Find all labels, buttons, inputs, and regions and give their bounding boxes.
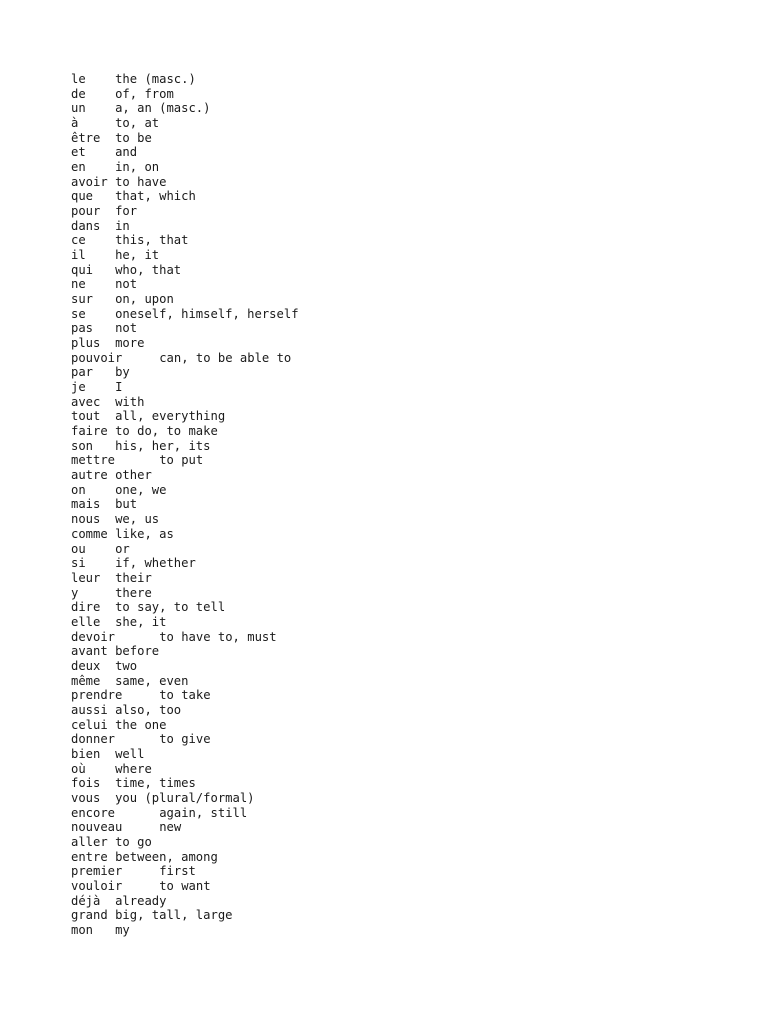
english-meaning: to, at	[115, 116, 160, 131]
english-meaning: one, we	[115, 482, 167, 497]
vocab-row	[71, 850, 299, 865]
french-word: pas	[71, 321, 94, 336]
french-word: je	[71, 380, 86, 395]
vocab-row	[71, 219, 299, 234]
vocab-row	[71, 703, 299, 718]
vocab-row	[71, 131, 299, 146]
english-meaning: first	[159, 864, 196, 879]
french-word: à	[71, 116, 79, 131]
english-meaning: to have	[115, 174, 167, 189]
vocab-row	[71, 762, 299, 777]
french-word: bien	[71, 746, 101, 761]
french-word: autre	[71, 468, 108, 483]
english-meaning: this, that	[115, 233, 189, 248]
english-meaning: that, which	[115, 189, 196, 204]
vocab-row	[71, 72, 299, 87]
english-meaning: new	[159, 820, 182, 835]
vocab-row	[71, 101, 299, 116]
french-word: qui	[71, 262, 94, 277]
french-word: ne	[71, 277, 86, 292]
english-meaning: to go	[115, 834, 152, 849]
english-meaning: time, times	[115, 776, 196, 791]
vocab-row	[71, 292, 299, 307]
vocab-row	[71, 835, 299, 850]
english-meaning: on, upon	[115, 292, 174, 307]
french-word: plus	[71, 336, 101, 351]
french-word: dans	[71, 218, 101, 233]
english-meaning: not	[115, 321, 138, 336]
french-word: que	[71, 189, 94, 204]
french-word: premier	[71, 864, 123, 879]
french-word: nouveau	[71, 820, 123, 835]
french-word: deux	[71, 658, 101, 673]
french-word: ou	[71, 541, 86, 556]
english-meaning: he, it	[115, 248, 160, 263]
vocab-row	[71, 806, 299, 821]
vocab-row	[71, 116, 299, 131]
english-meaning: to want	[159, 878, 211, 893]
vocab-row	[71, 395, 299, 410]
french-word: mettre	[71, 453, 116, 468]
english-meaning: I	[115, 380, 123, 395]
vocab-row	[71, 233, 299, 248]
french-word: comme	[71, 526, 108, 541]
vocab-row	[71, 630, 299, 645]
vocab-row	[71, 615, 299, 630]
english-meaning: in	[115, 218, 130, 233]
vocab-row	[71, 160, 299, 175]
vocab-row	[71, 483, 299, 498]
english-meaning: not	[115, 277, 138, 292]
french-word: où	[71, 761, 86, 776]
vocab-row	[71, 718, 299, 733]
french-word: se	[71, 306, 86, 321]
english-meaning: like, as	[115, 526, 174, 541]
vocab-row	[71, 468, 299, 483]
vocab-row	[71, 336, 299, 351]
english-meaning: oneself, himself, herself	[115, 306, 299, 321]
vocab-row	[71, 908, 299, 923]
vocab-row	[71, 864, 299, 879]
french-word: donner	[71, 732, 116, 747]
french-word: déjà	[71, 893, 101, 908]
vocab-row	[71, 365, 299, 380]
english-meaning: to do, to make	[115, 424, 218, 439]
vocab-row	[71, 776, 299, 791]
vocab-row	[71, 659, 299, 674]
english-meaning: to put	[159, 453, 204, 468]
english-meaning: of, from	[115, 86, 174, 101]
english-meaning: in, on	[115, 160, 160, 175]
vocab-row	[71, 556, 299, 571]
french-word: on	[71, 482, 86, 497]
english-meaning: if, whether	[115, 556, 196, 571]
vocab-row	[71, 145, 299, 160]
french-word: mais	[71, 497, 101, 512]
english-meaning: can, to be able to	[159, 350, 292, 365]
vocab-row	[71, 747, 299, 762]
vocab-row	[71, 189, 299, 204]
vocab-row	[71, 409, 299, 424]
english-meaning: there	[115, 585, 152, 600]
french-word: grand	[71, 908, 108, 923]
french-word: son	[71, 438, 94, 453]
vocab-row	[71, 512, 299, 527]
french-word: devoir	[71, 629, 116, 644]
english-meaning: between, among	[115, 849, 218, 864]
english-meaning: you (plural/formal)	[115, 790, 255, 805]
french-word: avant	[71, 644, 108, 659]
french-word: et	[71, 145, 86, 160]
english-meaning: the (masc.)	[115, 72, 196, 86]
french-word: vous	[71, 790, 101, 805]
english-meaning: big, tall, large	[115, 908, 233, 923]
vocabulary-list	[71, 72, 299, 938]
french-word: avec	[71, 394, 101, 409]
vocab-row	[71, 424, 299, 439]
english-meaning: other	[115, 468, 152, 483]
english-meaning: to give	[159, 732, 211, 747]
french-word: être	[71, 130, 101, 145]
vocab-row	[71, 600, 299, 615]
vocab-row	[71, 688, 299, 703]
english-meaning: for	[115, 204, 138, 219]
vocab-row	[71, 277, 299, 292]
french-word: aller	[71, 834, 108, 849]
vocab-row	[71, 542, 299, 557]
english-meaning: who, that	[115, 262, 182, 277]
french-word: par	[71, 365, 94, 380]
vocab-row	[71, 351, 299, 366]
english-meaning: to have to, must	[159, 629, 277, 644]
french-word: si	[71, 556, 86, 571]
french-word: y	[71, 585, 79, 600]
vocab-row	[71, 321, 299, 336]
english-meaning: to say, to tell	[115, 600, 226, 615]
english-meaning: well	[115, 746, 145, 761]
french-word: un	[71, 101, 86, 116]
english-meaning: their	[115, 570, 152, 585]
english-meaning: all, everything	[115, 409, 226, 424]
english-meaning: she, it	[115, 614, 167, 629]
english-meaning: and	[115, 145, 138, 160]
vocab-row	[71, 644, 299, 659]
vocab-row	[71, 571, 299, 586]
french-word: celui	[71, 717, 108, 732]
vocab-row	[71, 204, 299, 219]
french-word: ce	[71, 233, 86, 248]
french-word: il	[71, 248, 86, 263]
english-meaning: before	[115, 644, 160, 659]
vocab-row	[71, 453, 299, 468]
english-meaning: again, still	[159, 805, 248, 820]
vocab-row	[71, 586, 299, 601]
vocab-row	[71, 820, 299, 835]
english-meaning: by	[115, 365, 130, 380]
vocab-row	[71, 263, 299, 278]
english-meaning: we, us	[115, 512, 160, 527]
french-word: vouloir	[71, 878, 123, 893]
french-word: encore	[71, 805, 116, 820]
english-meaning: his, her, its	[115, 438, 211, 453]
french-word: mon	[71, 922, 94, 937]
vocab-row	[71, 87, 299, 102]
french-word: nous	[71, 512, 101, 527]
vocab-row	[71, 527, 299, 542]
english-meaning: already	[115, 893, 167, 908]
french-word: aussi	[71, 702, 108, 717]
english-meaning: two	[115, 658, 138, 673]
vocab-row	[71, 497, 299, 512]
french-word: fois	[71, 776, 101, 791]
french-word: pour	[71, 204, 101, 219]
french-word: elle	[71, 614, 101, 629]
english-meaning: the one	[115, 717, 167, 732]
french-word: avoir	[71, 174, 108, 189]
english-meaning: with	[115, 394, 145, 409]
french-word: dire	[71, 600, 101, 615]
french-word: leur	[71, 570, 101, 585]
french-word: le	[71, 72, 86, 86]
english-meaning: my	[115, 922, 130, 937]
vocab-row	[71, 674, 299, 689]
french-word: même	[71, 673, 101, 688]
french-word: en	[71, 160, 86, 175]
english-meaning: to take	[159, 688, 211, 703]
french-word: faire	[71, 424, 108, 439]
french-word: sur	[71, 292, 94, 307]
english-meaning: same, even	[115, 673, 189, 688]
english-meaning: more	[115, 336, 145, 351]
vocab-row	[71, 248, 299, 263]
vocab-row	[71, 894, 299, 909]
vocab-row	[71, 439, 299, 454]
french-word: prendre	[71, 688, 123, 703]
english-meaning: or	[115, 541, 130, 556]
vocab-row	[71, 380, 299, 395]
vocab-row	[71, 923, 299, 938]
english-meaning: to be	[115, 130, 152, 145]
vocab-row	[71, 175, 299, 190]
english-meaning: where	[115, 761, 152, 776]
english-meaning: also, too	[115, 702, 182, 717]
french-word: de	[71, 86, 86, 101]
french-word: tout	[71, 409, 101, 424]
english-meaning: but	[115, 497, 138, 512]
vocab-row	[71, 791, 299, 806]
vocab-row	[71, 732, 299, 747]
english-meaning: a, an (masc.)	[115, 101, 211, 116]
vocab-row	[71, 307, 299, 322]
vocab-row	[71, 879, 299, 894]
french-word: pouvoir	[71, 350, 123, 365]
french-word: entre	[71, 849, 108, 864]
